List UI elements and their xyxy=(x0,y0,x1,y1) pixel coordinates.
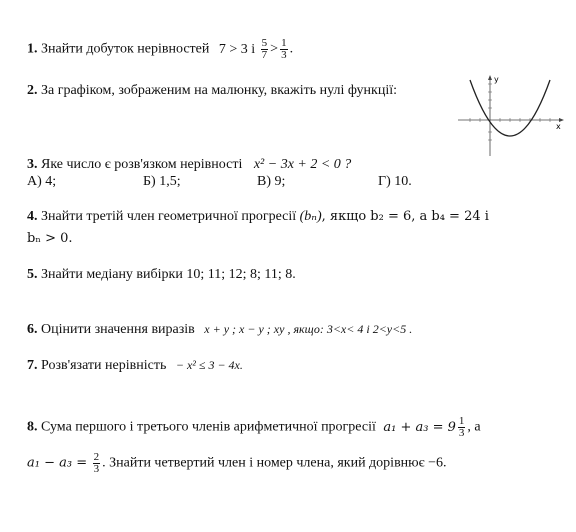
task-number: 8. xyxy=(27,419,38,435)
parabola-curve xyxy=(470,80,550,136)
comma-and: , а xyxy=(467,419,481,435)
task-1 xyxy=(27,38,293,61)
fraction-2-3: $\frac{2}{3}$ xyxy=(93,451,100,475)
parabola-graph xyxy=(456,74,566,158)
x-axis-label: x xyxy=(556,122,561,131)
task-4-line-2: bₙ > 0. xyxy=(27,231,73,246)
y-axis-arrow xyxy=(488,75,492,80)
period: . xyxy=(289,41,294,57)
task-text: Сума першого і третього членів арифметичної прогресії xyxy=(41,419,376,435)
inequality: − x² ≤ 3 − 4x. xyxy=(175,358,243,372)
y-axis-label: y xyxy=(494,75,499,84)
task-text: Знайти третій член геометричної прогресії xyxy=(41,209,297,224)
task-4 xyxy=(27,208,547,226)
task-5 xyxy=(27,266,296,284)
answer-options xyxy=(27,174,467,192)
task-number: 5. xyxy=(27,267,38,282)
task-text: Знайти добуток нерівностей xyxy=(41,41,210,57)
equation-2: a₁ − a₃ = xyxy=(27,455,88,471)
task-3 xyxy=(27,156,351,174)
inequality: x² − 3x + 2 < 0 ? xyxy=(253,157,352,172)
task-number: 7. xyxy=(27,358,38,373)
option-c: В) 9; xyxy=(257,174,286,189)
equation-1: a₁ + a₃ = 9 xyxy=(383,419,456,435)
fraction-1-3: $\frac{1}{3}$ xyxy=(458,415,465,439)
fraction-1-3: $\frac{1}{3}$ xyxy=(281,37,287,61)
gt-sign: > xyxy=(270,41,279,57)
task-number: 4. xyxy=(27,209,38,224)
axis-ticks xyxy=(470,84,550,140)
expression: 7 > 3 і xyxy=(218,41,256,57)
task-number: 3. xyxy=(27,157,38,172)
task-text: Оцінити значення виразів xyxy=(41,322,195,337)
task-text: Знайти медіану вибірки 10; 11; 12; 8; 11; 8. xyxy=(41,267,296,282)
task-6 xyxy=(27,320,412,339)
task-8-line-2 xyxy=(27,452,447,475)
task-7 xyxy=(27,356,243,375)
task-text: . Знайти четвертий член і номер члена, який дорівнює −6. xyxy=(102,455,447,471)
sequence: (bₙ) xyxy=(299,209,322,224)
option-d: Г) 10. xyxy=(378,174,412,189)
task-number: 2. xyxy=(27,83,38,98)
task-text: Яке число є розв'язком нерівності xyxy=(41,157,243,172)
option-b: Б) 1,5; xyxy=(143,174,181,189)
task-text: За графіком, зображеним на малюнку, вкажіть нулі функції: xyxy=(41,83,398,98)
expressions: x + y ; x − y ; xy , якщо: 3<x< 4 і 2<y<5 . xyxy=(204,322,413,336)
condition: , якщо b₂ = 6, а b₄ = 24 і xyxy=(321,209,489,224)
fraction-5-7: $\frac{5}{7}$ xyxy=(261,37,268,61)
task-8 xyxy=(27,416,481,439)
task-text: Розв'язати нерівність xyxy=(41,358,167,373)
option-a: А) 4; xyxy=(27,174,57,189)
task-2 xyxy=(27,82,397,100)
task-number: 6. xyxy=(27,322,38,337)
task-number: 1. xyxy=(27,41,38,57)
